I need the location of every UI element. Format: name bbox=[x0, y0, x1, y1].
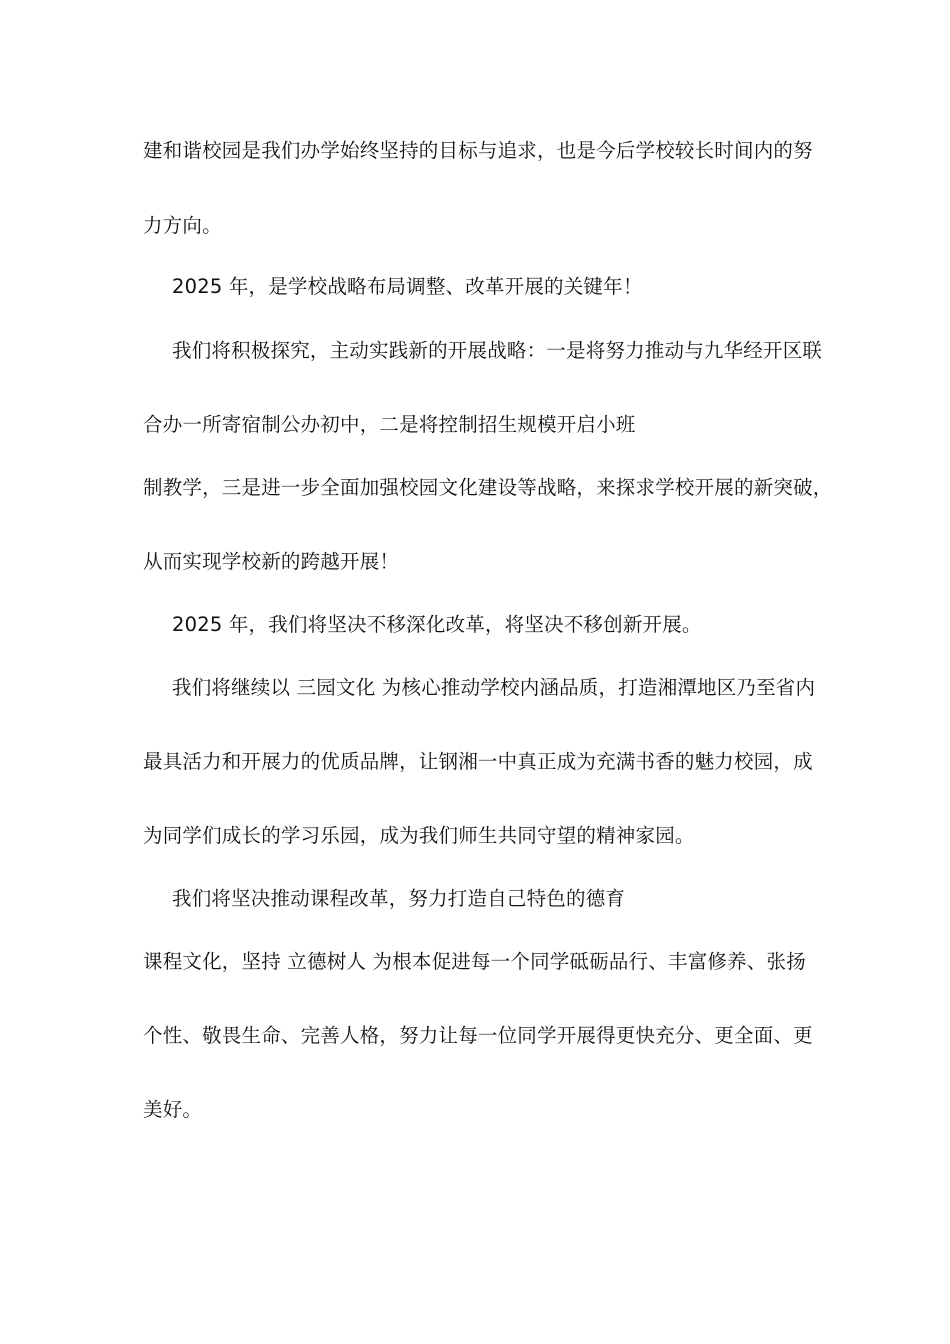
text-line: 我们将积极探究，主动实践新的开展战略：一是将努力推动与九华经开区联 bbox=[172, 339, 823, 362]
text-line: 制教学，三是进一步全面加强校园文化建设等战略，来探求学校开展的新突破， bbox=[143, 476, 833, 499]
text-line: 最具活力和开展力的优质品牌，让钢湘一中真正成为充满书香的魅力校园，成 bbox=[143, 750, 813, 773]
text-line: 为同学们成长的学习乐园，成为我们师生共同守望的精神家园。 bbox=[143, 824, 695, 847]
text-line: 我们将坚决推动课程改革，努力打造自己特色的德育 bbox=[172, 887, 626, 910]
text-line: 美好。 bbox=[143, 1098, 203, 1121]
text-line: 2025 年，是学校战略布局调整、改革开展的关键年！ bbox=[172, 275, 643, 298]
text-line: 合办一所寄宿制公办初中，二是将控制招生规模开启小班 bbox=[143, 413, 636, 436]
text-line: 力方向。 bbox=[143, 214, 222, 237]
text-line: 从而实现学校新的跨越开展！ bbox=[143, 550, 400, 573]
text-line: 2025 年，我们将坚决不移深化改革，将坚决不移创新开展。 bbox=[172, 613, 702, 636]
text-line: 课程文化，坚持 立德树人 为根本促进每一个同学砥砺品行、丰富修养、张扬 bbox=[143, 950, 806, 973]
text-line: 建和谐校园是我们办学始终坚持的目标与追求，也是今后学校较长时间内的努 bbox=[143, 139, 813, 162]
text-line: 我们将继续以 三园文化 为核心推动学校内涵品质，打造湘潭地区乃至省内 bbox=[172, 676, 816, 699]
text-line: 个性、敬畏生命、完善人格，努力让每一位同学开展得更快充分、更全面、更 bbox=[143, 1024, 813, 1047]
